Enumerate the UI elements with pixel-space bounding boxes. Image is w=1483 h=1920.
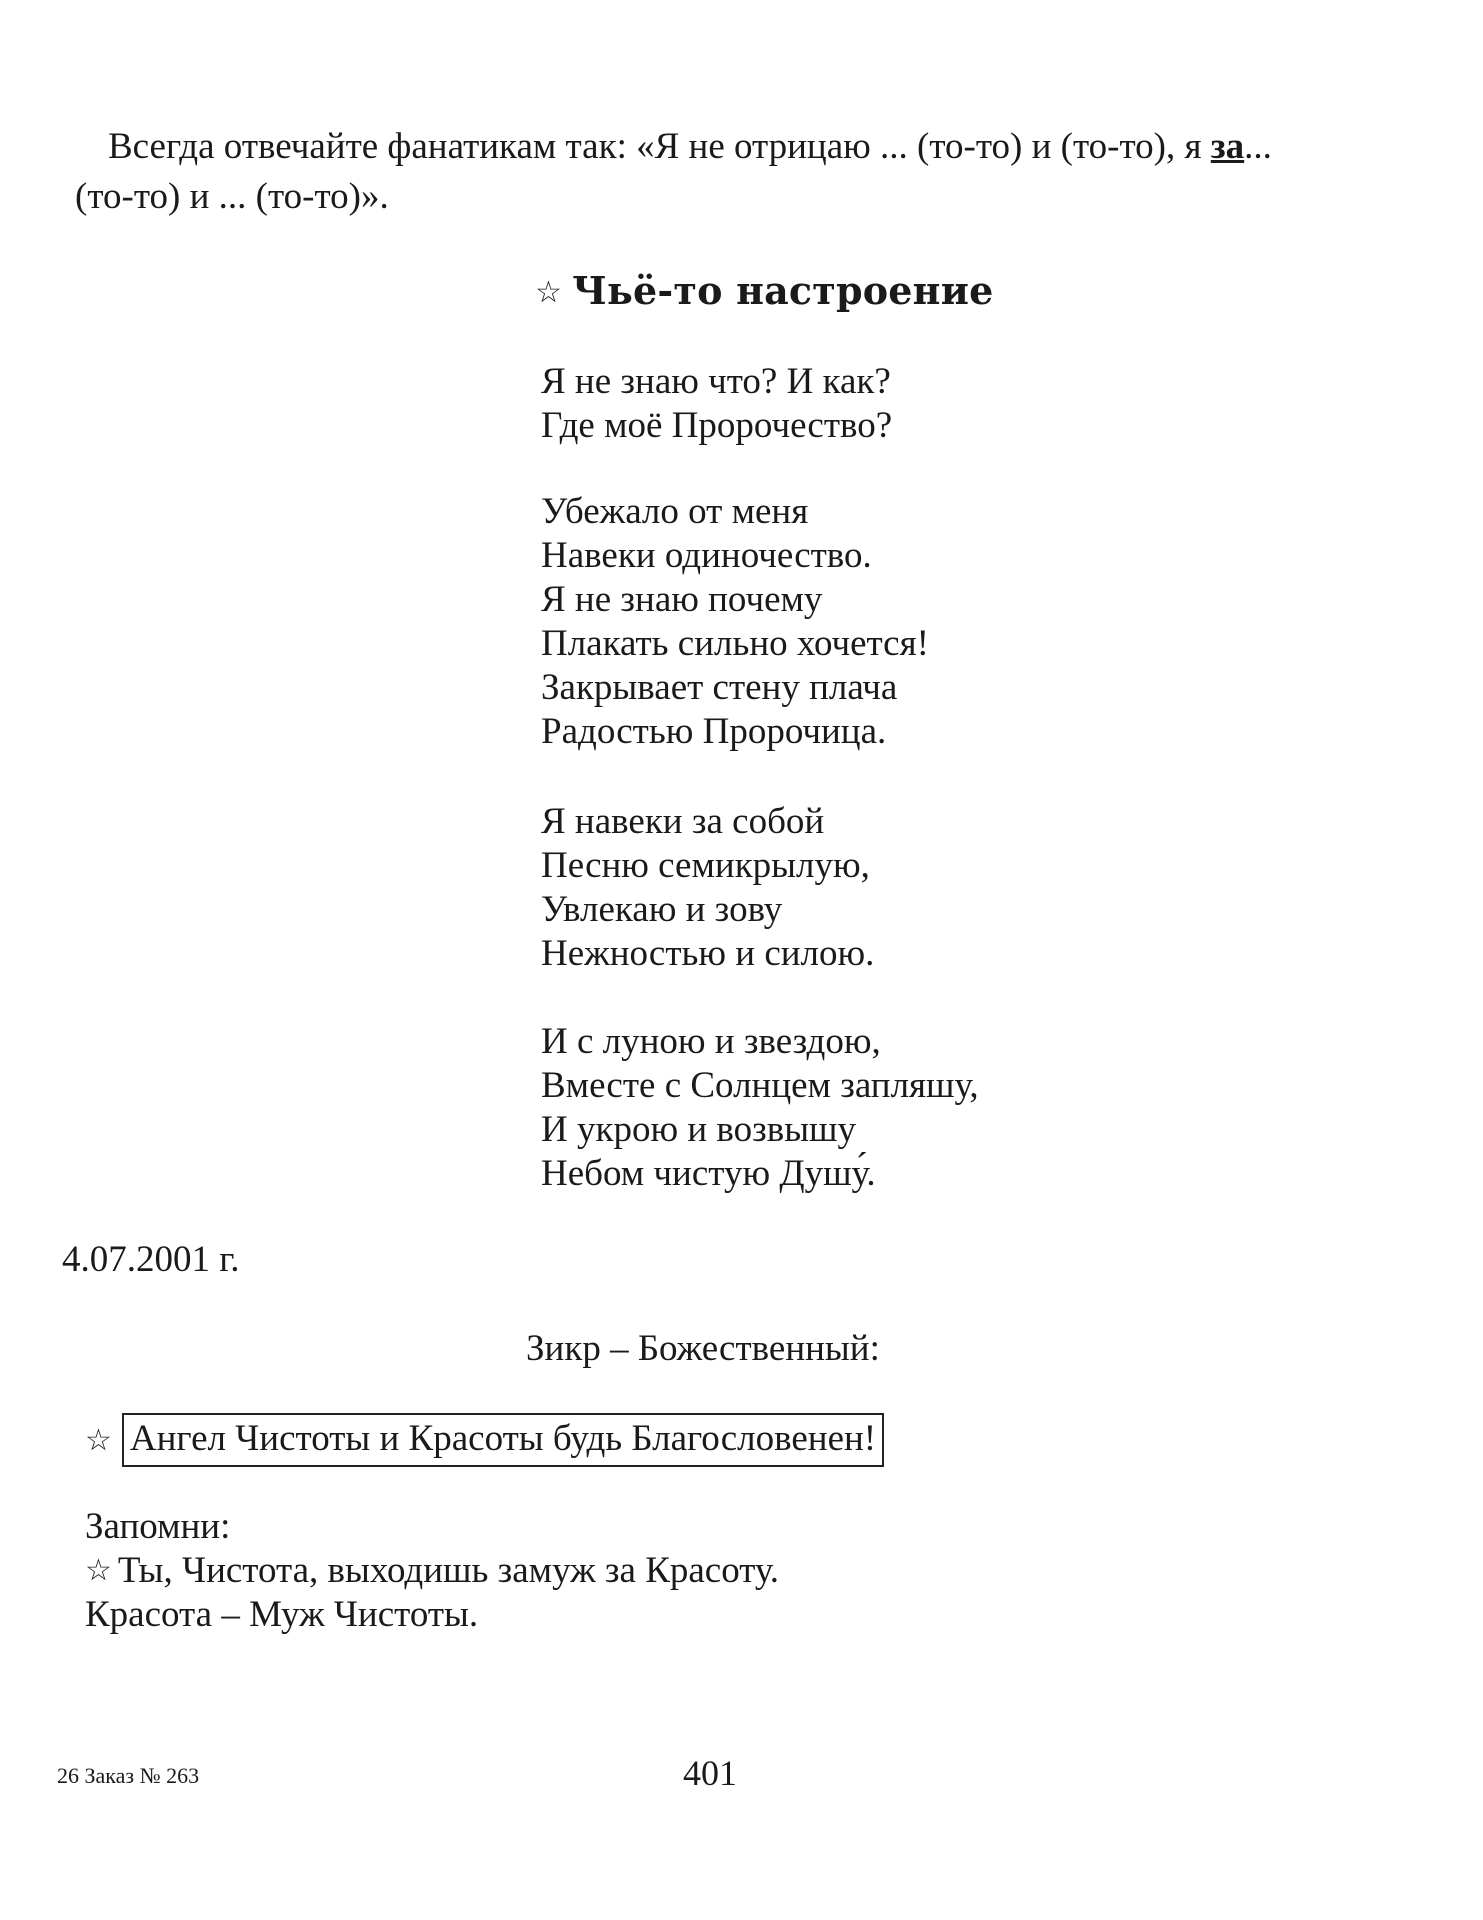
- remember-line-1-text: Ты, Чистота, выходишь замуж за Красоту.: [117, 1550, 779, 1591]
- poem-line: Я не знаю что? И как?: [541, 361, 891, 402]
- intro-line-1-text: Всегда отвечайте фанатикам так: «Я не отрицаю ... (то-то) и (то-то), я: [108, 126, 1211, 167]
- poem-line: Плакать сильно хочется!: [541, 623, 929, 664]
- blessing-box: Ангел Чистоты и Красоты будь Благословенен!: [122, 1413, 884, 1467]
- poem-date: 4.07.2001 г.: [62, 1239, 240, 1280]
- poem-line: Небом чистую Душу́.: [541, 1153, 876, 1194]
- zikr-blessing: [85, 1413, 884, 1467]
- poem-line: И укрою и возвышу: [541, 1109, 857, 1150]
- poem-line: Радостью Пророчица.: [541, 711, 887, 752]
- star-icon: ☆: [535, 275, 563, 310]
- poem-line: Вместе с Солнцем запляшу,: [541, 1065, 979, 1106]
- poem-line: Навеки одиночество.: [541, 535, 872, 576]
- poem-line: Песню семикрылую,: [541, 845, 870, 886]
- remember-line-2: Красота – Муж Чистоты.: [85, 1594, 479, 1635]
- poem-title: [535, 268, 993, 313]
- remember-block: [85, 1505, 779, 1637]
- poem-line: Увлекаю и зову: [541, 889, 783, 930]
- intro-paragraph: [75, 122, 1405, 222]
- intro-line-1: [75, 122, 1405, 172]
- poem-line: Нежностью и силою.: [541, 933, 875, 974]
- page-number: 401: [683, 1753, 737, 1793]
- poem-stanza-2: [541, 490, 929, 754]
- poem-stanza-3: [541, 800, 874, 976]
- poem-stanza-4: [541, 1020, 979, 1196]
- remember-label: Запомни:: [85, 1506, 231, 1547]
- zikr-label: Зикр – Божественный:: [526, 1328, 880, 1369]
- poem-line: Убежало от меня: [541, 491, 809, 532]
- poem-line: Закрывает стену плача: [541, 667, 898, 708]
- print-order-mark: 26 Заказ № 263: [57, 1763, 200, 1788]
- poem-stanza-1: [541, 360, 892, 448]
- remember-line-1: [85, 1549, 779, 1593]
- poem-title-text: Чьё-то настроение: [572, 268, 994, 313]
- intro-line-2: (то-то) и ... (то-то)».: [75, 176, 389, 217]
- poem-line: Где моё Пророчество?: [541, 405, 893, 446]
- poem-line: И с луною и звездою,: [541, 1021, 881, 1062]
- star-icon: ☆: [85, 1553, 112, 1588]
- star-icon: ☆: [85, 1422, 112, 1458]
- poem-line: Я навеки за собой: [541, 801, 825, 842]
- intro-line-1-ellipsis: ...: [1244, 126, 1272, 167]
- intro-emphasis-za: за: [1210, 126, 1245, 167]
- poem-line: Я не знаю почему: [541, 579, 823, 620]
